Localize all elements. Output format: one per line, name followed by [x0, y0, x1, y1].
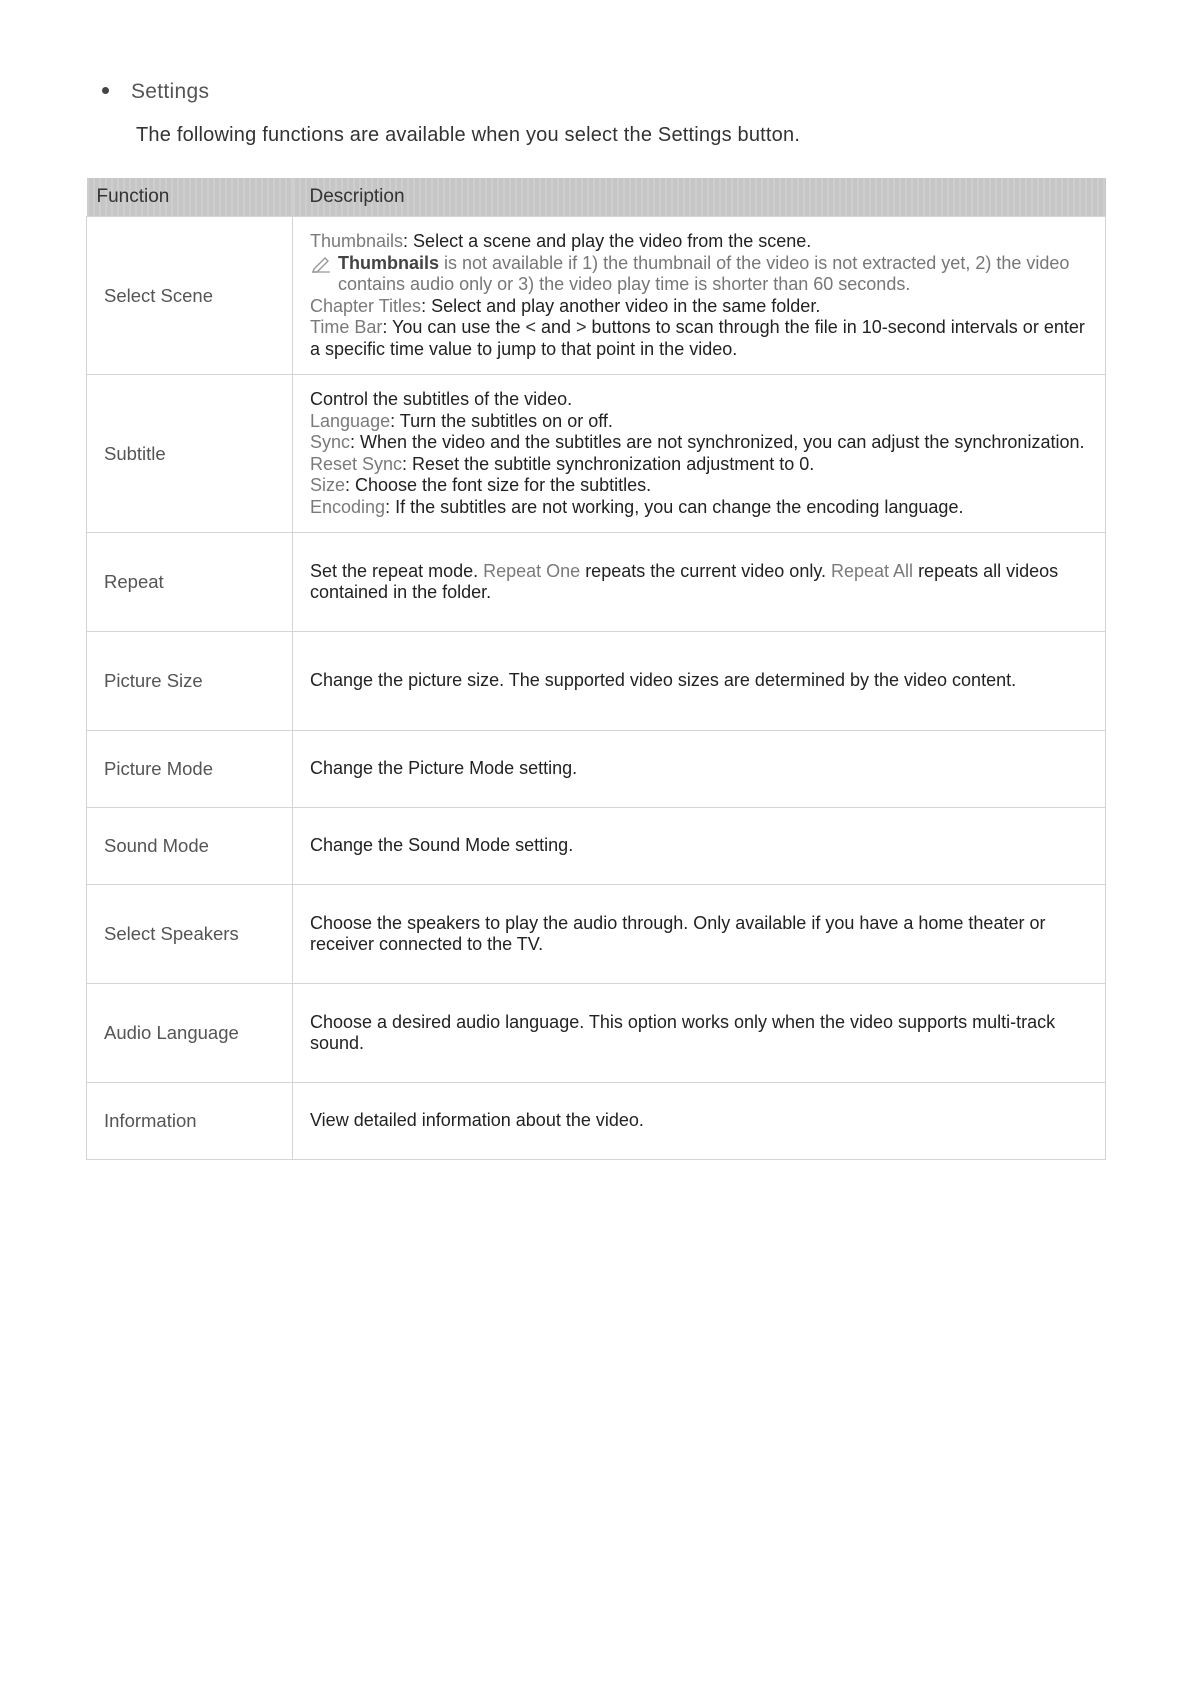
function-cell: Subtitle [87, 375, 293, 533]
table-row-select-scene [87, 217, 1106, 375]
sync-term: Sync [310, 432, 351, 452]
description-cell: View detailed information about the video. [293, 1083, 1106, 1160]
table-row-sound-mode [87, 808, 1106, 885]
chapter-line [310, 296, 1085, 318]
repeat-all-term: Repeat All [831, 560, 914, 581]
function-cell: Select Speakers [87, 885, 293, 984]
table-row-repeat [87, 533, 1106, 632]
description-cell: Change the Picture Mode setting. [293, 731, 1106, 808]
reset-sync-line [310, 454, 1085, 476]
function-cell: Audio Language [87, 984, 293, 1083]
timebar-line [310, 317, 1085, 360]
timebar-and: and [535, 317, 577, 337]
function-cell: Picture Mode [87, 731, 293, 808]
header-function: Function [87, 178, 293, 217]
thumbnails-text: : Select a scene and play the video from the scene. [403, 231, 812, 251]
table-row-select-speakers [87, 885, 1106, 984]
chevron-right-icon: > [576, 317, 587, 337]
description-cell [293, 217, 1106, 375]
sync-line [310, 432, 1085, 454]
function-cell: Repeat [87, 533, 293, 632]
header-description: Description [293, 178, 1106, 217]
section-heading [102, 80, 209, 104]
function-cell: Information [87, 1083, 293, 1160]
encoding-term: Encoding [310, 496, 386, 517]
timebar-text-end: buttons to scan through the file in 10-second intervals or enter a specific time value to jump to that point in the video. [310, 317, 1085, 359]
thumbnails-line [310, 231, 1085, 253]
size-term: Size [310, 475, 346, 495]
section-title: Settings [131, 80, 210, 103]
repeat-text-a: Set the repeat mode. [310, 560, 484, 581]
chevron-left-icon: < [525, 317, 536, 337]
language-line [310, 411, 1085, 433]
chapter-term: Chapter Titles [310, 295, 422, 316]
table-row-picture-mode [87, 731, 1106, 808]
timebar-term: Time Bar [310, 317, 383, 337]
size-line [310, 475, 1085, 497]
description-cell: Choose a desired audio language. This option works only when the video supports multi-track sound. [293, 984, 1106, 1083]
function-cell: Picture Size [87, 632, 293, 731]
table-row-information [87, 1083, 1106, 1160]
language-term: Language [310, 410, 391, 431]
timebar-text: : You can use the [382, 317, 526, 337]
language-text: : Turn the subtitles on or off. [390, 410, 613, 431]
repeat-one-term: Repeat One [483, 560, 581, 581]
reset-sync-term: Reset Sync [310, 453, 403, 474]
settings-table [86, 178, 1106, 1160]
subtitle-intro: Control the subtitles of the video. [310, 389, 573, 409]
function-cell: Sound Mode [87, 808, 293, 885]
note-term: Thumbnails [338, 252, 440, 273]
encoding-text: : If the subtitles are not working, you can change the encoding language. [385, 496, 964, 517]
description-cell: Change the picture size. The supported video sizes are determined by the video content. [293, 632, 1106, 731]
description-cell [293, 533, 1106, 632]
size-text: : Choose the font size for the subtitles. [345, 475, 652, 495]
bullet-dot-icon [102, 87, 109, 94]
function-cell: Select Scene [87, 217, 293, 375]
note-text: is not available if 1) the thumbnail of the video is not extracted yet, 2) the video contains audio only or 3) the video play time is shorter than 60 seconds. [338, 252, 1070, 294]
chapter-text: : Select and play another video in the same folder. [421, 295, 821, 316]
sync-text: : When the video and the subtitles are not synchronized, you can adjust the synchronization. [350, 432, 1085, 452]
repeat-text-c: repeats all videos contained in the folder. [310, 560, 1059, 602]
description-cell: Choose the speakers to play the audio through. Only available if you have a home theater or receiver connected to the TV. [293, 885, 1106, 984]
table-row-picture-size [87, 632, 1106, 731]
reset-sync-text: : Reset the subtitle synchronization adjustment to 0. [402, 453, 815, 474]
thumbnails-note [310, 253, 1085, 296]
section-intro: The following functions are available when you select the Settings button. [136, 124, 801, 146]
encoding-line [310, 497, 1085, 519]
pencil-note-icon [310, 255, 332, 273]
thumbnails-term: Thumbnails [310, 231, 404, 251]
table-header-row [87, 178, 1106, 217]
description-cell [293, 375, 1106, 533]
table-row-audio-language [87, 984, 1106, 1083]
table-row-subtitle [87, 375, 1106, 533]
repeat-text-b: repeats the current video only. [580, 560, 831, 581]
description-cell: Change the Sound Mode setting. [293, 808, 1106, 885]
